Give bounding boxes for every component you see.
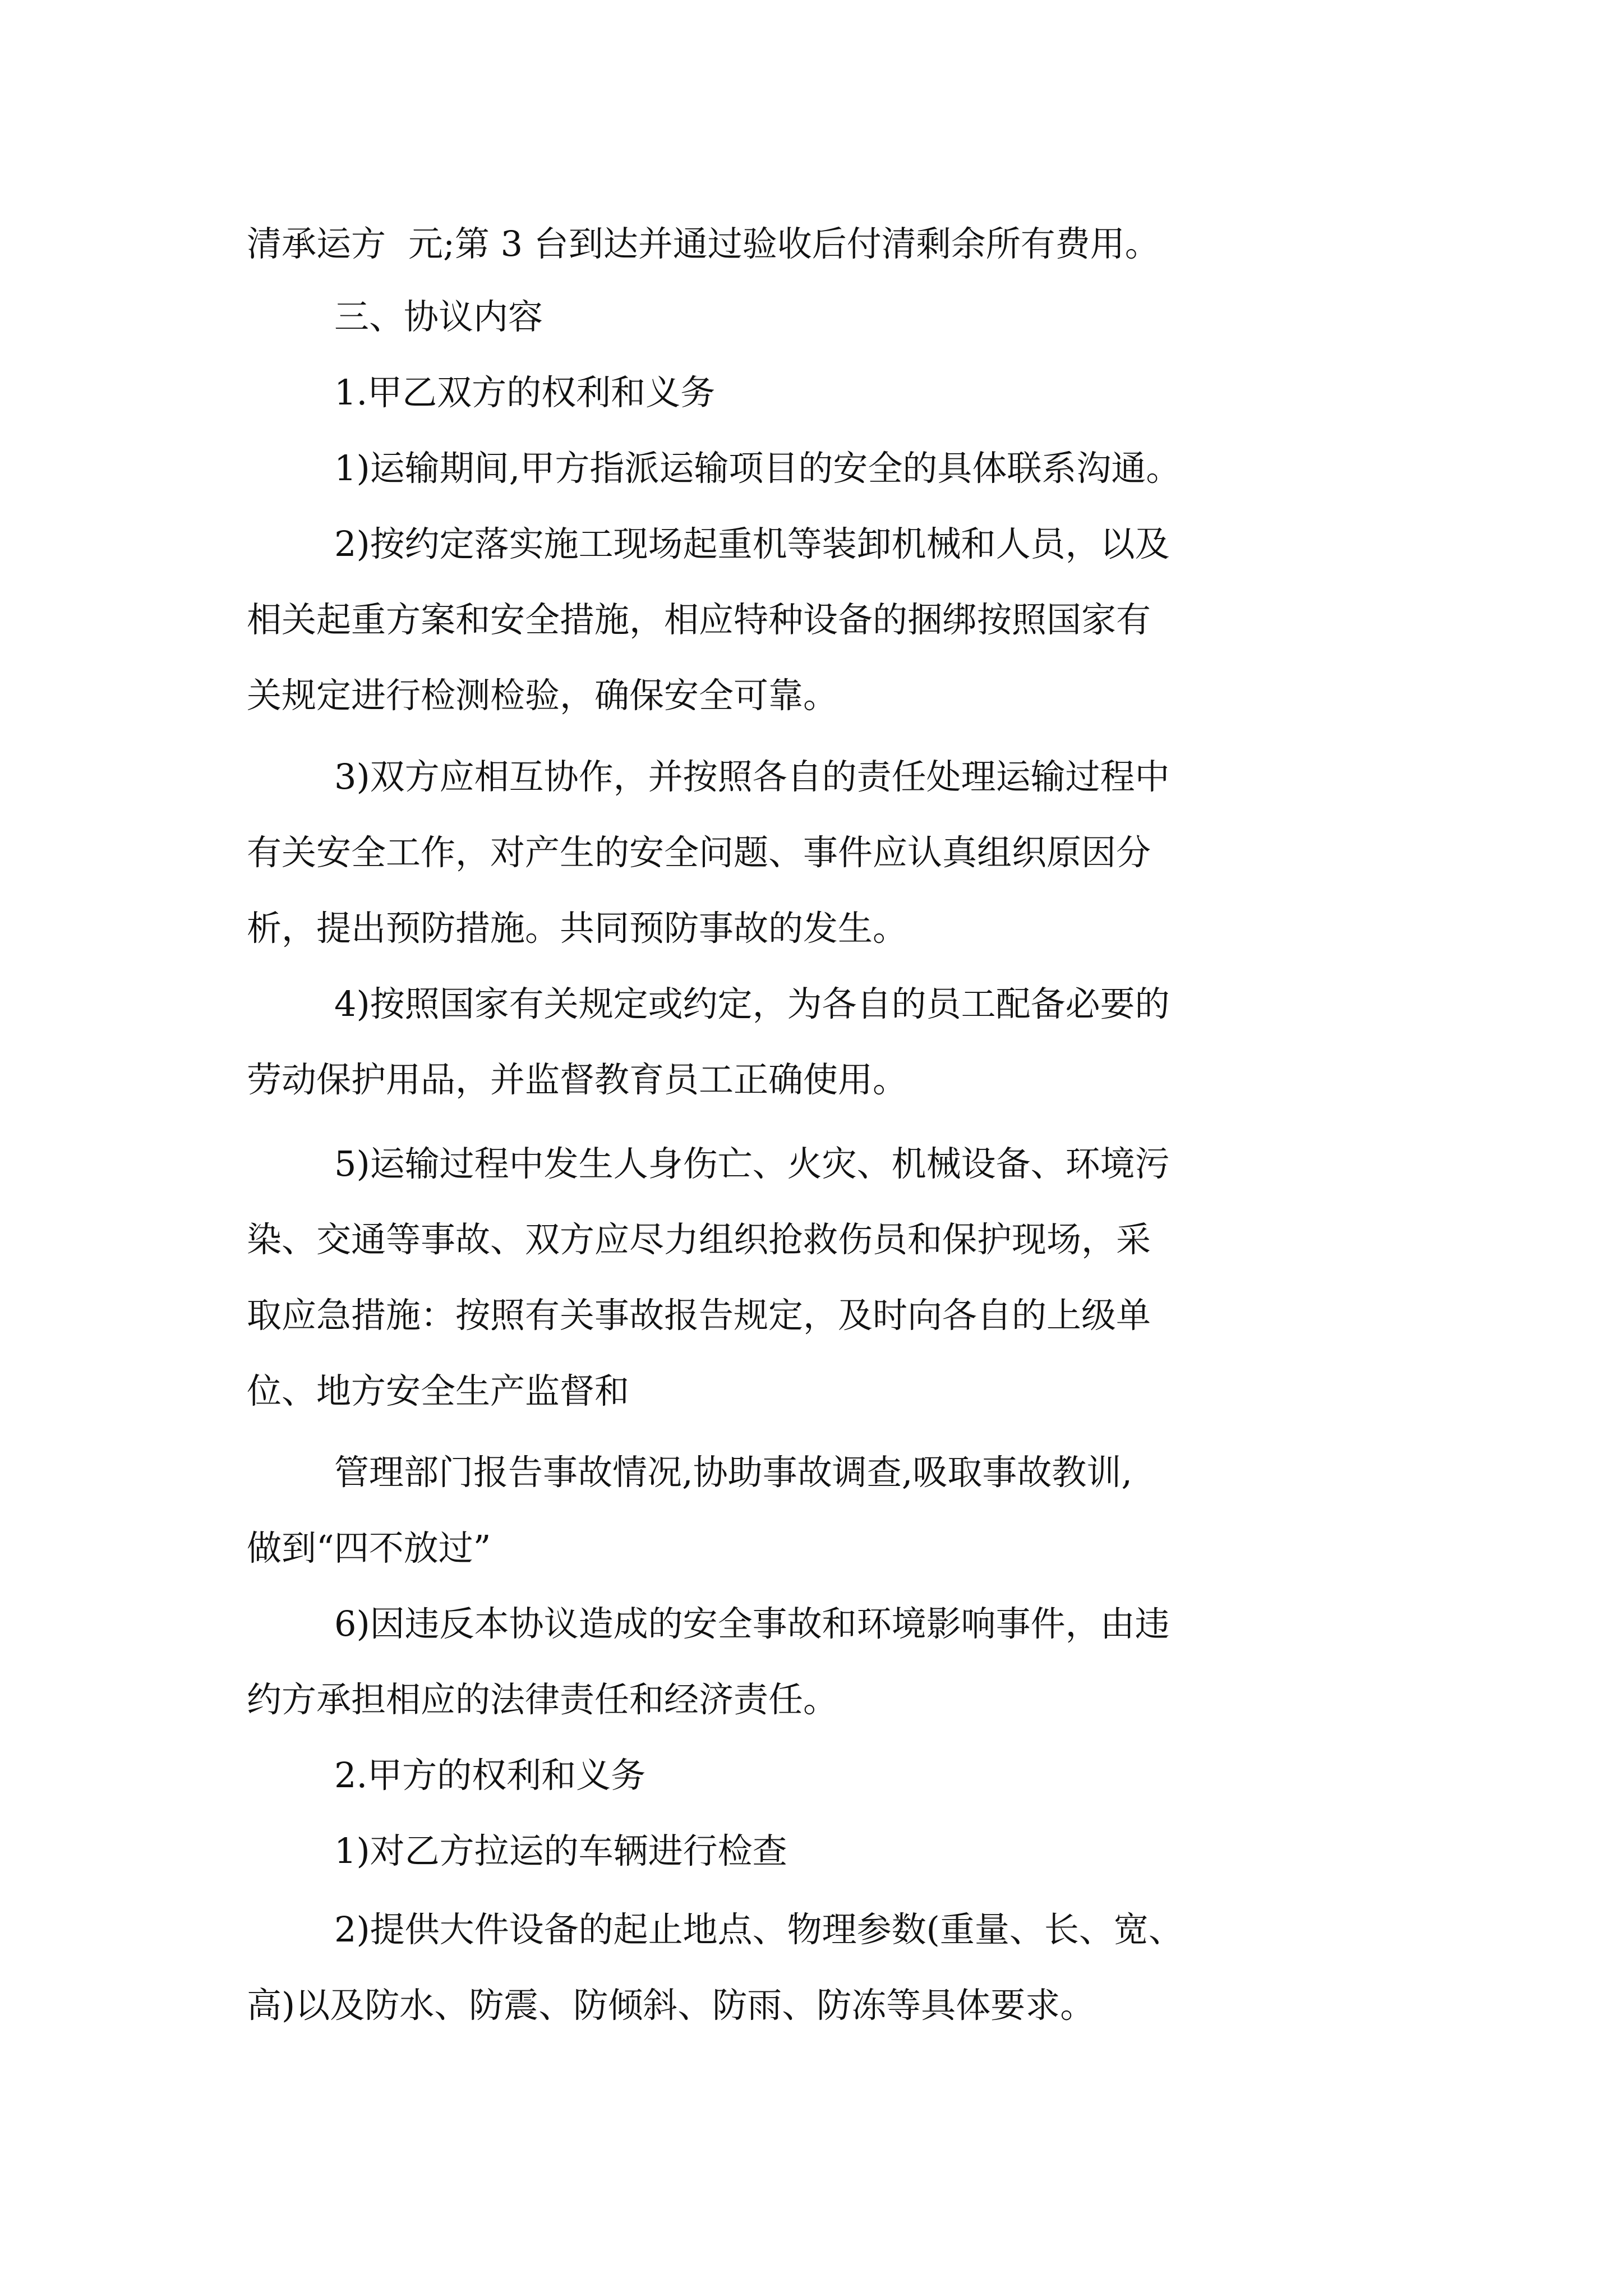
paragraph-line: 6)因违反本协议造成的安全事故和环境影响事件，由违: [334, 1603, 1170, 1644]
paragraph-line: 4)按照国家有关规定或约定，为各自的员工配备必要的: [334, 983, 1170, 1024]
paragraph-line: 管理部门报告事故情况,协助事故调查,吸取事故教训,: [334, 1452, 1133, 1493]
paragraph-line: 约方承担相应的法律责任和经济责任。: [247, 1679, 838, 1720]
text-line: [247, 219, 1160, 269]
text-fragment: 元;第 3 台到达并通过验收后付清剩余所有费用。: [408, 223, 1160, 264]
paragraph-line: 5)运输过程中发生人身伤亡、火灾、机械设备、环境污: [334, 1143, 1170, 1184]
paragraph-line: 3)双方应相互协作，并按照各自的责任处理运输过程中: [334, 756, 1170, 797]
subsection-heading: 2.甲方的权利和义务: [334, 1755, 646, 1796]
paragraph-line: 有关安全工作，对产生的安全问题、事件应认真组织原因分: [247, 832, 1151, 873]
paragraph-line: 1)对乙方拉运的车辆进行检查: [334, 1830, 787, 1871]
subsection-heading: 1.甲乙双方的权利和义务: [334, 372, 716, 413]
paragraph-line: 析，提出预防措施。共同预防事故的发生。: [247, 908, 908, 949]
paragraph-line: 相关起重方案和安全措施，相应特种设备的捆绑按照国家有: [247, 599, 1151, 640]
paragraph-line: 1)运输期间,甲方指派运输项目的安全的具体联系沟通。: [334, 448, 1181, 489]
paragraph-line: 关规定进行检测检验，确保安全可靠。: [247, 675, 838, 716]
text-fragment: 清承运方: [247, 223, 386, 264]
paragraph-line: 高)以及防水、防震、防倾斜、防雨、防冻等具体要求。: [247, 1985, 1095, 2026]
paragraph-line: 位、地方安全生产监督和: [247, 1370, 630, 1411]
section-heading: 三、协议内容: [334, 296, 543, 337]
paragraph-line: 2)按约定落实施工现场起重机等装卸机械和人员，以及: [334, 523, 1170, 564]
paragraph-line: 取应急措施：按照有关事故报告规定，及时向各自的上级单: [247, 1295, 1151, 1336]
paragraph-line: 劳动保护用品，并监督教育员工正确使用。: [247, 1059, 908, 1100]
paragraph-line: 2)提供大件设备的起止地点、物理参数(重量、长、宽、: [334, 1909, 1183, 1950]
paragraph-line: 染、交通等事故、双方应尽力组织抢救伤员和保护现场，采: [247, 1219, 1151, 1260]
paragraph-line: 做到“四不放过”: [247, 1527, 491, 1568]
